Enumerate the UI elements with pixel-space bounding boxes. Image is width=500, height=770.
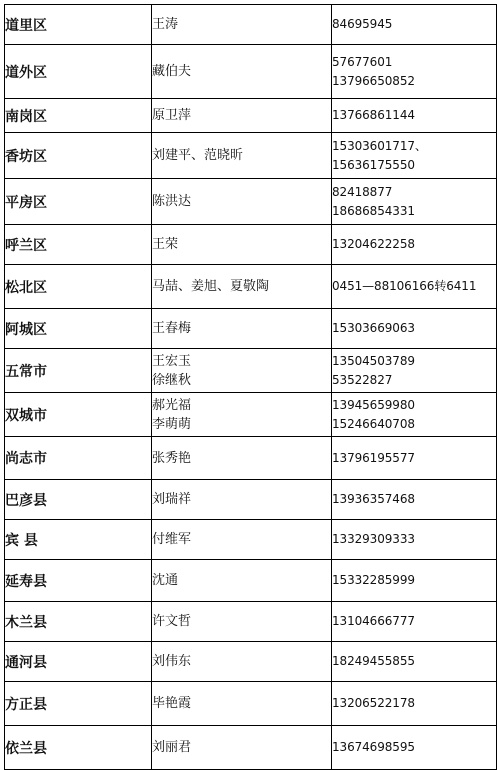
phone-number: 13104666777 — [332, 614, 415, 628]
phone-number: 13204622258 — [332, 237, 415, 251]
phone-cell — [332, 726, 497, 770]
phone-cell — [332, 309, 497, 349]
contact-person-cell — [152, 602, 332, 642]
district-cell: 尚志市 — [5, 437, 152, 480]
contact-person-name: 藏伯夫 — [152, 64, 192, 79]
phone-cell — [332, 45, 497, 99]
contact-person-cell — [152, 45, 332, 99]
contact-person-name: 许文哲 — [152, 614, 192, 629]
table-row — [5, 726, 497, 770]
district-cell: 松北区 — [5, 265, 152, 309]
phone-number: 0451—88106166转6411 — [332, 279, 477, 293]
phone-cell — [332, 99, 497, 133]
district-cell: 呼兰区 — [5, 225, 152, 265]
table-row — [5, 642, 497, 682]
district-cell: 延寿县 — [5, 560, 152, 602]
phone-cell — [332, 437, 497, 480]
phone-number: 84695945 — [332, 17, 393, 31]
phone-cell — [332, 5, 497, 45]
district-cell: 依兰县 — [5, 726, 152, 770]
phone-cell — [332, 642, 497, 682]
phone-number: 13936357468 — [332, 492, 415, 506]
contact-table-body — [5, 5, 497, 770]
phone-number: 15636175550 — [332, 157, 415, 172]
contact-person-cell — [152, 99, 332, 133]
contact-table — [4, 4, 497, 770]
contact-person-name: 陈洪达 — [152, 194, 192, 209]
contact-person-name: 王宏玉 — [152, 353, 192, 369]
table-row — [5, 179, 497, 225]
district-cell: 通河县 — [5, 642, 152, 682]
phone-cell — [332, 133, 497, 179]
contact-person-name: 王荣 — [152, 237, 179, 252]
contact-person-name: 李萌萌 — [152, 416, 192, 432]
phone-number: 13329309333 — [332, 532, 415, 546]
phone-cell — [332, 560, 497, 602]
phone-number: 13796650852 — [332, 73, 415, 88]
phone-number: 13674698595 — [332, 740, 415, 754]
table-row — [5, 602, 497, 642]
table-row — [5, 99, 497, 133]
phone-number: 82418877 — [332, 184, 393, 199]
district-cell: 南岗区 — [5, 99, 152, 133]
table-row — [5, 45, 497, 99]
contact-person-name: 王涛 — [152, 17, 179, 32]
contact-person-cell — [152, 480, 332, 520]
contact-person-cell — [152, 642, 332, 682]
contact-person-cell — [152, 179, 332, 225]
contact-person-cell — [152, 5, 332, 45]
phone-number: 18686854331 — [332, 203, 415, 218]
phone-cell — [332, 393, 497, 437]
district-cell: 双城市 — [5, 393, 152, 437]
table-row — [5, 480, 497, 520]
district-cell: 阿城区 — [5, 309, 152, 349]
contact-person-name: 刘瑞祥 — [152, 492, 192, 507]
table-row — [5, 682, 497, 726]
phone-number: 15332285999 — [332, 573, 415, 587]
contact-person-name: 徐继秋 — [152, 372, 192, 388]
contact-person-cell — [152, 309, 332, 349]
contact-person-name: 沈通 — [152, 573, 179, 588]
table-row — [5, 309, 497, 349]
district-cell: 五常市 — [5, 349, 152, 393]
table-row — [5, 133, 497, 179]
contact-person-cell — [152, 437, 332, 480]
district-cell: 巴彦县 — [5, 480, 152, 520]
phone-number: 15303669063 — [332, 321, 415, 335]
contact-person-name: 郝光福 — [152, 397, 192, 413]
table-row — [5, 560, 497, 602]
table-row — [5, 265, 497, 309]
phone-number: 13206522178 — [332, 696, 415, 710]
phone-number: 13504503789 — [332, 353, 415, 368]
district-cell: 香坊区 — [5, 133, 152, 179]
district-cell: 宾 县 — [5, 520, 152, 560]
contact-person-name: 刘建平、范晓昕 — [152, 148, 244, 163]
table-row — [5, 437, 497, 480]
phone-number: 57677601 — [332, 54, 393, 69]
district-cell: 方正县 — [5, 682, 152, 726]
district-cell: 道里区 — [5, 5, 152, 45]
phone-cell — [332, 602, 497, 642]
contact-person-name: 毕艳霞 — [152, 696, 192, 711]
contact-person-name: 王春梅 — [152, 321, 192, 336]
phone-number: 13945659980 — [332, 397, 415, 412]
contact-person-cell — [152, 393, 332, 437]
phone-number: 13796195577 — [332, 450, 415, 465]
table-row — [5, 393, 497, 437]
phone-number: 15303601717、 — [332, 138, 427, 153]
contact-person-name: 刘丽君 — [152, 740, 192, 755]
phone-cell — [332, 349, 497, 393]
phone-cell — [332, 265, 497, 309]
table-row — [5, 349, 497, 393]
contact-person-name: 张秀艳 — [152, 450, 192, 466]
district-cell: 道外区 — [5, 45, 152, 99]
contact-person-name: 原卫萍 — [152, 108, 192, 123]
contact-person-cell — [152, 682, 332, 726]
phone-cell — [332, 179, 497, 225]
phone-cell — [332, 480, 497, 520]
contact-person-cell — [152, 560, 332, 602]
phone-cell — [332, 225, 497, 265]
table-row — [5, 520, 497, 560]
contact-person-cell — [152, 726, 332, 770]
phone-number: 15246640708 — [332, 416, 415, 431]
phone-number: 53522827 — [332, 372, 393, 387]
contact-person-name: 马喆、姜旭、夏敬陶 — [152, 279, 270, 294]
contact-person-cell — [152, 225, 332, 265]
phone-number: 18249455855 — [332, 654, 415, 668]
district-cell: 平房区 — [5, 179, 152, 225]
phone-cell — [332, 682, 497, 726]
phone-cell — [332, 520, 497, 560]
contact-person-name: 刘伟东 — [152, 654, 192, 669]
contact-person-cell — [152, 133, 332, 179]
contact-person-cell — [152, 349, 332, 393]
table-row — [5, 225, 497, 265]
phone-number: 13766861144 — [332, 108, 415, 122]
contact-person-cell — [152, 520, 332, 560]
table-row — [5, 5, 497, 45]
contact-person-cell — [152, 265, 332, 309]
contact-person-name: 付维军 — [152, 532, 192, 547]
district-cell: 木兰县 — [5, 602, 152, 642]
